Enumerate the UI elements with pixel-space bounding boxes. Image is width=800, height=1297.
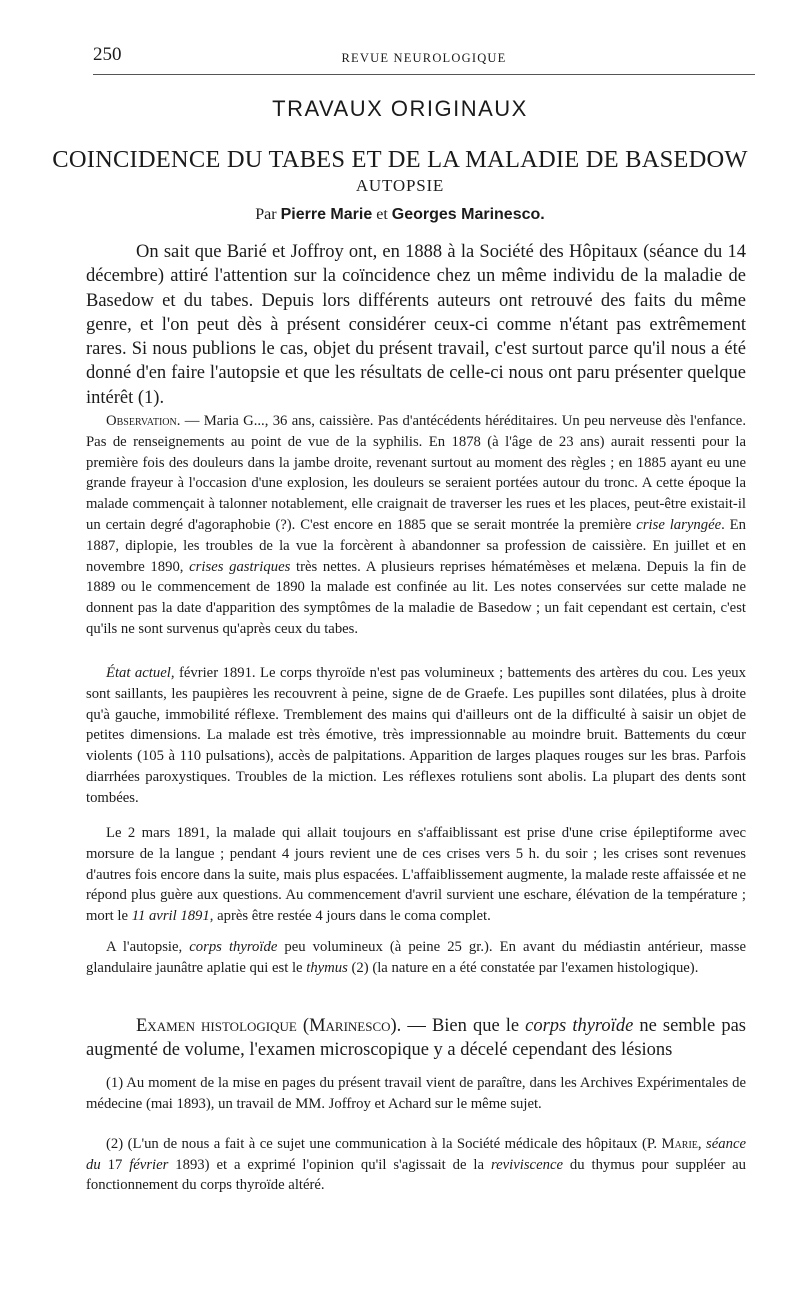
histology-author: (Marinesco). [302,1016,402,1036]
byline-conjunction: et [376,206,388,223]
footnote-2 [86,1134,746,1196]
author-name: Marie [661,1136,698,1152]
paragraph-text: (2) (la nature en a été constatée par l'examen histologique). [347,959,699,976]
emphasis-text: corps thyroïde [525,1016,634,1036]
header-rule [93,74,755,75]
paragraph-text: du thymus pour suppléer au fonctionnement du corps thyroïde altéré. [86,1156,747,1193]
paragraph-text: , [697,1136,707,1152]
paragraph-text: ne semble pas augmenté de volume, l'examen microscopique y a décelé cependant des lésions [86,1016,746,1061]
paragraph-text: (2) (L'un de nous a fait à ce sujet une communication à la Société médicale des hôpitaux (P. [106,1136,662,1152]
histology-paragraph [86,1014,746,1063]
emphasis-text: crises gastriques [189,558,291,575]
footnote-1: (1) Au moment de la mise en pages du présent travail vient de paraître, dans les Archives Expérimentales de médecine (mai 1893), un travail de MM. Joffroy et Achard sur le même sujet. [86,1075,746,1112]
intro-paragraph: On sait que Barié et Joffroy ont, en 1888 à la Société des Hôpitaux (séance du 14 décembre) attiré l'attention sur la coïncidence chez un même individu de la maladie de Basedow et du tabes. Depuis lors différents auteurs ont retrouvé des faits du même genre, et l'on peut dès à présent considérer ceux-ci comme n'étant pas extrêmement rares. Si nous publions le cas, objet du présent travail, c'est surtout parce qu'il nous a été donné d'en faire l'autopsie et que les résultats de celle-ci nous ont paru présenter quelque intérêt (1). [86,242,746,408]
paragraph-text: Le 2 mars 1891, la malade qui allait toujours en s'affaiblissant est prise d'une crise épileptiforme avec morsure de la langue ; pendant 4 jours revient une de ces crises vers 5 h. du soir ; les crises sont revenues d'autres fois encore dans la suite, mais plus espacées. L'affaiblissement augmente, la malade reste affaissée et ne répond plus guère aux questions. Au commencement d'avril survient une eschare, élévation de la température ; mort le [86,825,746,925]
emphasis-text: État actuel, [106,665,175,681]
paragraph-text: , après être restée 4 jours dans le coma complet. [209,908,491,925]
article-title: COINCIDENCE DU TABES ET DE LA MALADIE DE BASEDOW [52,146,748,173]
clinical-course-paragraph [86,823,746,927]
paragraph-text: — Maria G..., 36 ans, caissière. Pas d'antécédents héréditaires. Un peu nerveuse dès l'enfance. Pas de renseignements au point de vue de la syphilis. En 1878 (à l'âge de 23 ans) aurait ressenti pour la première fois des douleurs dans la jambe droite, revenant surtout au moment des règles ; en 1885 ayant eu une grande frayeur à l'occasion d'une explosion, les douleurs se seraient portées autour du tronc. A cette époque la malade commençait à talonner notablement, elle craignait de traverser les rues et les places, peut-être existait-il un certain degré d'agoraphobie (?). C'est encore en 1885 que se serait montrée la première [86,413,746,533]
paragraph-text: 1893) et a exprimé l'opinion qu'il s'agissait de la [168,1156,491,1173]
paragraph-text: . En 1887, diplopie, les troubles de la vue la forcèrent à abandonner sa profession de caissière. En juillet et en novembre 1890, [86,516,746,575]
emphasis-text: corps thyroïde [189,939,278,955]
author-name: Pierre Marie [280,206,373,223]
emphasis-text: crise laryngée [636,516,722,533]
paragraph-text: peu volumineux (à peine 25 gr.). En avant du médiastin antérieur, masse glandulaire jaunâtre aplatie qui est le [86,939,746,976]
emphasis-text: 11 avril 1891 [131,908,210,925]
section-heading: TRAVAUX ORIGINAUX [272,96,528,121]
observation-label: Observation. [106,413,181,429]
byline [0,206,800,224]
paragraph-text: A l'autopsie, [106,939,190,955]
emphasis-text: reviviscence [490,1156,563,1173]
emphasis-text: thymus [306,959,348,976]
paragraph-text: 17 [100,1156,130,1173]
author-name: Georges Marinesco. [391,206,545,223]
current-state-paragraph [86,663,746,809]
autopsy-paragraph [86,937,746,979]
paragraph-text: — Bien que le [401,1016,526,1036]
observation-paragraph [86,411,746,640]
emphasis-text: février [129,1156,169,1173]
article-subtitle: AUTOPSIE [355,176,445,195]
paragraph-text: février 1891. Le corps thyroïde n'est pas volumineux ; battements des artères du cou. Les yeux sont saillants, les paupières les recouvrent à peine, signe de de Graefe. Les pupilles sont dilatées, plus à droite qu'à gauche, immobilité réflexe. Tremblement des mains qui d'ailleurs ont de la difficulté à saisir un objet de petites dimensions. La malade est très émotive, très impressionnable au moindre bruit. Battements du cœur violents (105 à 110 pulsations), accès de palpitations. Apparition de larges plaques rouges sur les bras. Parfois diarrhées paroxystiques. Troubles de la miction. Les réflexes rotuliens sont abolis. La plupart des dents sont tombées. [86,665,746,806]
histology-label: Examen histologique [136,1016,297,1036]
paragraph-text: très nettes. A plusieurs reprises hématémèses et melæna. Depuis la fin de 1889 ou le commencement de 1890 la malade est confinée au lit. Les notes conservées sur cette malade ne donnent pas la date d'apparition des symptômes de la maladie de Basedow ; un fait cependant est certain, c'est qu'ils ne sont survenus qu'après ceux du tabes. [86,558,746,637]
page-number: 250 [93,44,122,65]
byline-prefix: Par [255,206,277,223]
emphasis-text: séance du [86,1136,747,1173]
page-header [93,44,755,72]
running-title: REVUE NEUROLOGIQUE [341,51,507,65]
